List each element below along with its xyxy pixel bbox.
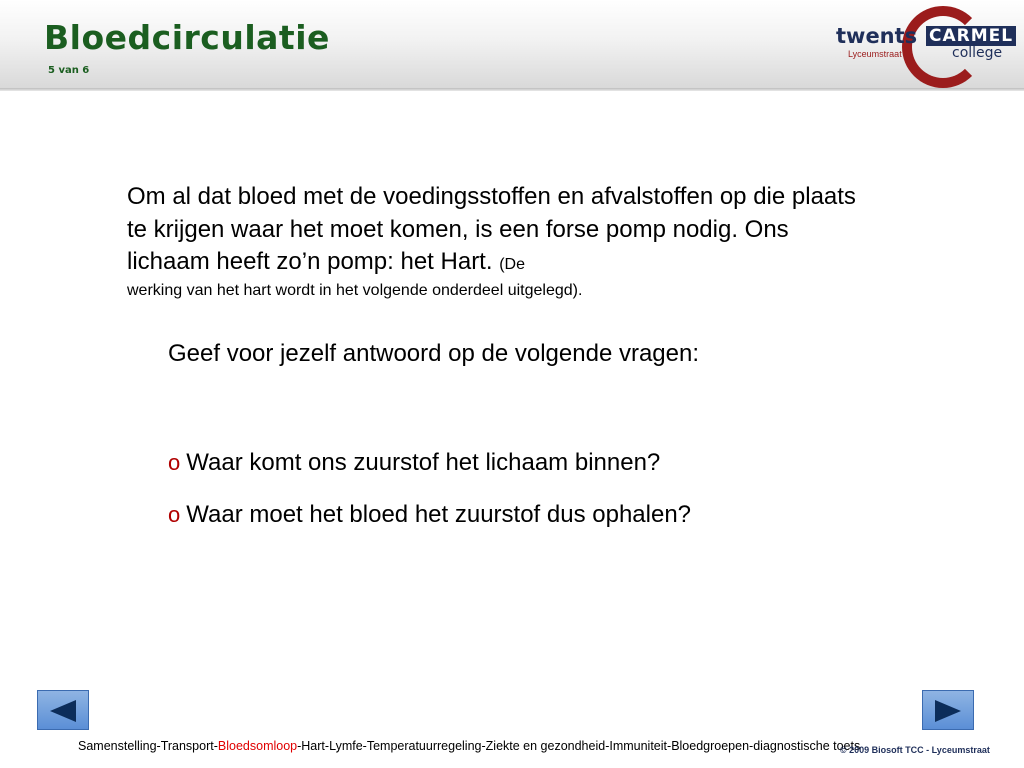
school-logo — [830, 6, 1020, 82]
arrow-left-icon — [50, 700, 76, 722]
next-page-button[interactable] — [922, 690, 974, 730]
page-title: Bloedcirculatie — [44, 18, 330, 57]
question-text: Waar komt ons zuurstof het lichaam binnen? — [186, 449, 661, 476]
nav-separator: - — [156, 739, 161, 753]
nav-separator: - — [213, 739, 218, 753]
copyright-text: © 2009 Biosoft TCC - Lyceumstraat — [840, 745, 990, 755]
question-prompt: Geef voor jezelf antwoord op de volgende vragen: — [168, 340, 700, 367]
nav-separator: - — [667, 739, 672, 753]
question-list — [168, 446, 691, 550]
header-divider — [0, 88, 1024, 91]
list-item — [168, 446, 691, 498]
bullet-marker: o — [168, 450, 181, 475]
logo-lyceumstraat-text: Lyceumstraat — [848, 49, 902, 59]
intro-main-text: Om al dat bloed met de voedingsstoffen en afvalstoffen op die plaats te krijgen waar het moet komen, is een forse pomp nodig. Ons lichaam heeft zo’n pomp: het Hart. — [127, 183, 856, 275]
list-item — [168, 498, 691, 550]
logo-twents-text: twents — [836, 24, 918, 48]
nav-link-bloedsomloop[interactable]: Bloedsomloop — [217, 739, 298, 753]
nav-link-lymfe[interactable]: Lymfe — [329, 739, 363, 753]
nav-separator: - — [297, 739, 302, 753]
nav-link-diagnostische-toets[interactable]: diagnostische toets — [753, 739, 861, 753]
nav-link-ziekte-gezondheid[interactable]: Ziekte en gezondheid — [485, 739, 606, 753]
nav-link-bloedgroepen[interactable]: Bloedgroepen — [671, 739, 750, 753]
page-indicator: 5 van 6 — [48, 65, 90, 76]
nav-link-samenstelling[interactable]: Samenstelling — [78, 739, 157, 753]
nav-separator: - — [605, 739, 610, 753]
logo-carmel-text: CARMEL — [926, 26, 1016, 46]
nav-separator: - — [481, 739, 486, 753]
nav-link-temperatuurregeling[interactable]: Temperatuurregeling — [366, 739, 482, 753]
nav-separator: - — [362, 739, 367, 753]
bullet-marker: o — [168, 502, 181, 527]
nav-link-hart[interactable]: Hart — [301, 739, 325, 753]
arrow-right-icon — [935, 700, 961, 722]
nav-separator: - — [749, 739, 754, 753]
logo-college-text: college — [952, 45, 1003, 61]
intro-note-start: (De — [499, 256, 525, 273]
intro-paragraph — [127, 181, 867, 304]
previous-page-button[interactable] — [37, 690, 89, 730]
nav-link-immuniteit[interactable]: Immuniteit — [609, 739, 668, 753]
nav-link-transport[interactable]: Transport — [160, 739, 214, 753]
nav-separator: - — [324, 739, 330, 753]
question-text: Waar moet het bloed het zuurstof dus ophalen? — [186, 501, 692, 528]
chapter-navigation — [78, 739, 860, 753]
intro-note-rest: werking van het hart wordt in het volgende onderdeel uitgelegd). — [127, 281, 583, 299]
